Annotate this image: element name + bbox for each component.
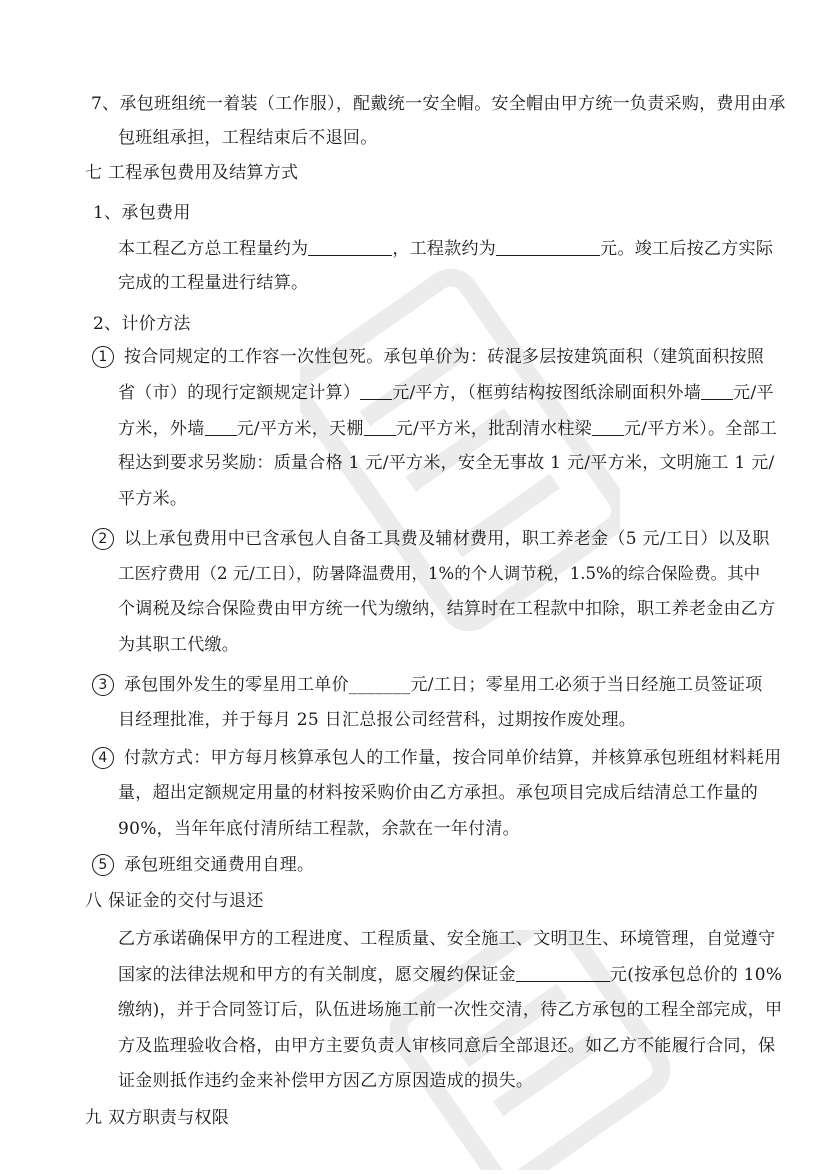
pricing-item-2-text: 以上承包费用中已含承包人自备工具费及辅材费用，职工养老金（5 元/工日）以及职	[124, 529, 770, 549]
circled-number-4: 4	[92, 747, 114, 769]
pricing-item-1-line2	[118, 381, 774, 404]
brick-price-blank	[360, 381, 392, 400]
sec8-line4: 方及监理验收合格，由甲方主要负责人审核同意后全部退还。如乙方不能履行合同，保	[118, 1036, 776, 1056]
p1-text-2c: 元/平	[733, 383, 774, 403]
deposit-blank	[516, 963, 610, 982]
pricing-item-4-line2: 量，超出定额规定用量的材料按采购价由乙方承担。承包项目完成后结清总工作量的	[118, 783, 759, 803]
pricing-item-1-line1	[92, 346, 764, 368]
pricing-item-1-text: 按合同规定的工作容一次性包死。承包单价为：砖混多层按建筑面积（建筑面积按照	[124, 347, 765, 367]
item7-line2: 包班组承担，工程结束后不退回。	[118, 128, 378, 148]
sub1-text-a: 本工程乙方总工程量约为	[118, 239, 309, 259]
circled-number-5: 5	[92, 854, 114, 876]
section-7-heading: 七 工程承包费用及结算方式	[85, 163, 299, 183]
sub1-text-c: 元。竣工后按乙方实际	[600, 239, 774, 259]
price-blank	[496, 237, 600, 256]
p1-text-3b: 元/平方米，天棚	[236, 419, 364, 439]
pricing-item-5-text: 承包班组交通费用自理。	[124, 855, 315, 875]
pricing-item-5-line1	[92, 854, 314, 876]
sec8-line1: 乙方承诺确保甲方的工程进度、工程质量、安全施工、文明卫生、环境管理，自觉遵守	[118, 929, 776, 949]
pricing-item-2-line4: 为其职工代缴。	[118, 635, 240, 655]
section-8-heading: 八 保证金的交付与退还	[85, 891, 264, 911]
sec8-text-2b: 元(按承包总价的 10%	[609, 965, 783, 985]
pricing-item-3-text: 承包围外发生的零星用工单价_______元/工日；零星用工必须于当日经施工员签证项	[124, 675, 763, 695]
sec8-line2	[118, 963, 782, 986]
p1-text-3d: 元/平方米）。全部工	[623, 419, 778, 439]
exterior-wall-price-blank	[701, 381, 733, 400]
pricing-item-4-line3: 90%，当年年底付清所结工程款，余款在一年付清。	[118, 819, 520, 839]
p1-text-2a: 省（市）的现行定额规定计算）	[118, 383, 361, 403]
circled-number-2: 2	[92, 528, 114, 550]
pricing-item-4-line1	[92, 747, 781, 769]
pricing-item-3-line1	[92, 674, 763, 696]
pricing-item-4-text: 付款方式：甲方每月核算承包人的工作量，按合同单价结算，并核算承包班组材料耗用	[124, 748, 782, 768]
pricing-item-3-line2: 目经理批准，并于每月 25 日汇总报公司经营科，过期按作废处理。	[118, 710, 637, 730]
ceiling-price-blank	[364, 417, 396, 436]
item7-line1: 7、承包班组统一着装（工作服），配戴统一安全帽。安全帽由甲方统一负责采购，费用由承	[91, 94, 786, 114]
subsection-2-heading: 2、计价方法	[93, 314, 191, 334]
pricing-item-1-line4: 程达到要求另奖励：质量合格 1 元/平方米，安全无事故 1 元/平方米，文明施工 1 元/	[118, 453, 775, 473]
p1-text-3c: 元/平方米，批刮清水柱梁	[395, 419, 592, 439]
p1-text-3a: 方米，外墙	[118, 419, 205, 439]
sec8-text-2a: 国家的法律法规和甲方的有关制度，愿交履约保证金	[118, 965, 516, 985]
circled-number-3: 3	[92, 674, 114, 696]
sub1-line2: 完成的工程量进行结算。	[118, 273, 309, 293]
sec8-line3: 缴纳)，并于合同签订后，队伍进场施工前一次性交清，待乙方承包的工程全部完成，甲	[118, 1000, 783, 1020]
pricing-item-1-line5: 平方米。	[118, 489, 188, 509]
workload-blank	[308, 237, 392, 256]
section-9-heading: 九 双方职责与权限	[85, 1108, 230, 1128]
pricing-item-2-line2: 工医疗费用（2 元/工日），防暑降温费用，1%的个人调节税，1.5%的综合保险费。其中	[118, 564, 761, 583]
p1-text-2b: 元/平方，（框剪结构按图纸涂刷面积外墙	[392, 383, 702, 403]
sec8-line5: 证金则抵作违约金来补偿甲方因乙方原因造成的损失。	[118, 1071, 534, 1091]
sub1-text-b: ，工程款约为	[392, 239, 497, 259]
pricing-item-2-line1	[92, 528, 770, 550]
wall-price-blank	[205, 417, 237, 436]
pricing-item-1-line3	[118, 417, 777, 440]
sub1-line1	[118, 237, 773, 260]
circled-number-1: 1	[92, 346, 114, 368]
pricing-item-2-line3: 个调税及综合保险费由甲方统一代为缴纳，结算时在工程款中扣除，职工养老金由乙方	[118, 599, 776, 619]
subsection-1-heading: 1、承包费用	[93, 203, 191, 223]
column-price-blank	[592, 417, 624, 436]
